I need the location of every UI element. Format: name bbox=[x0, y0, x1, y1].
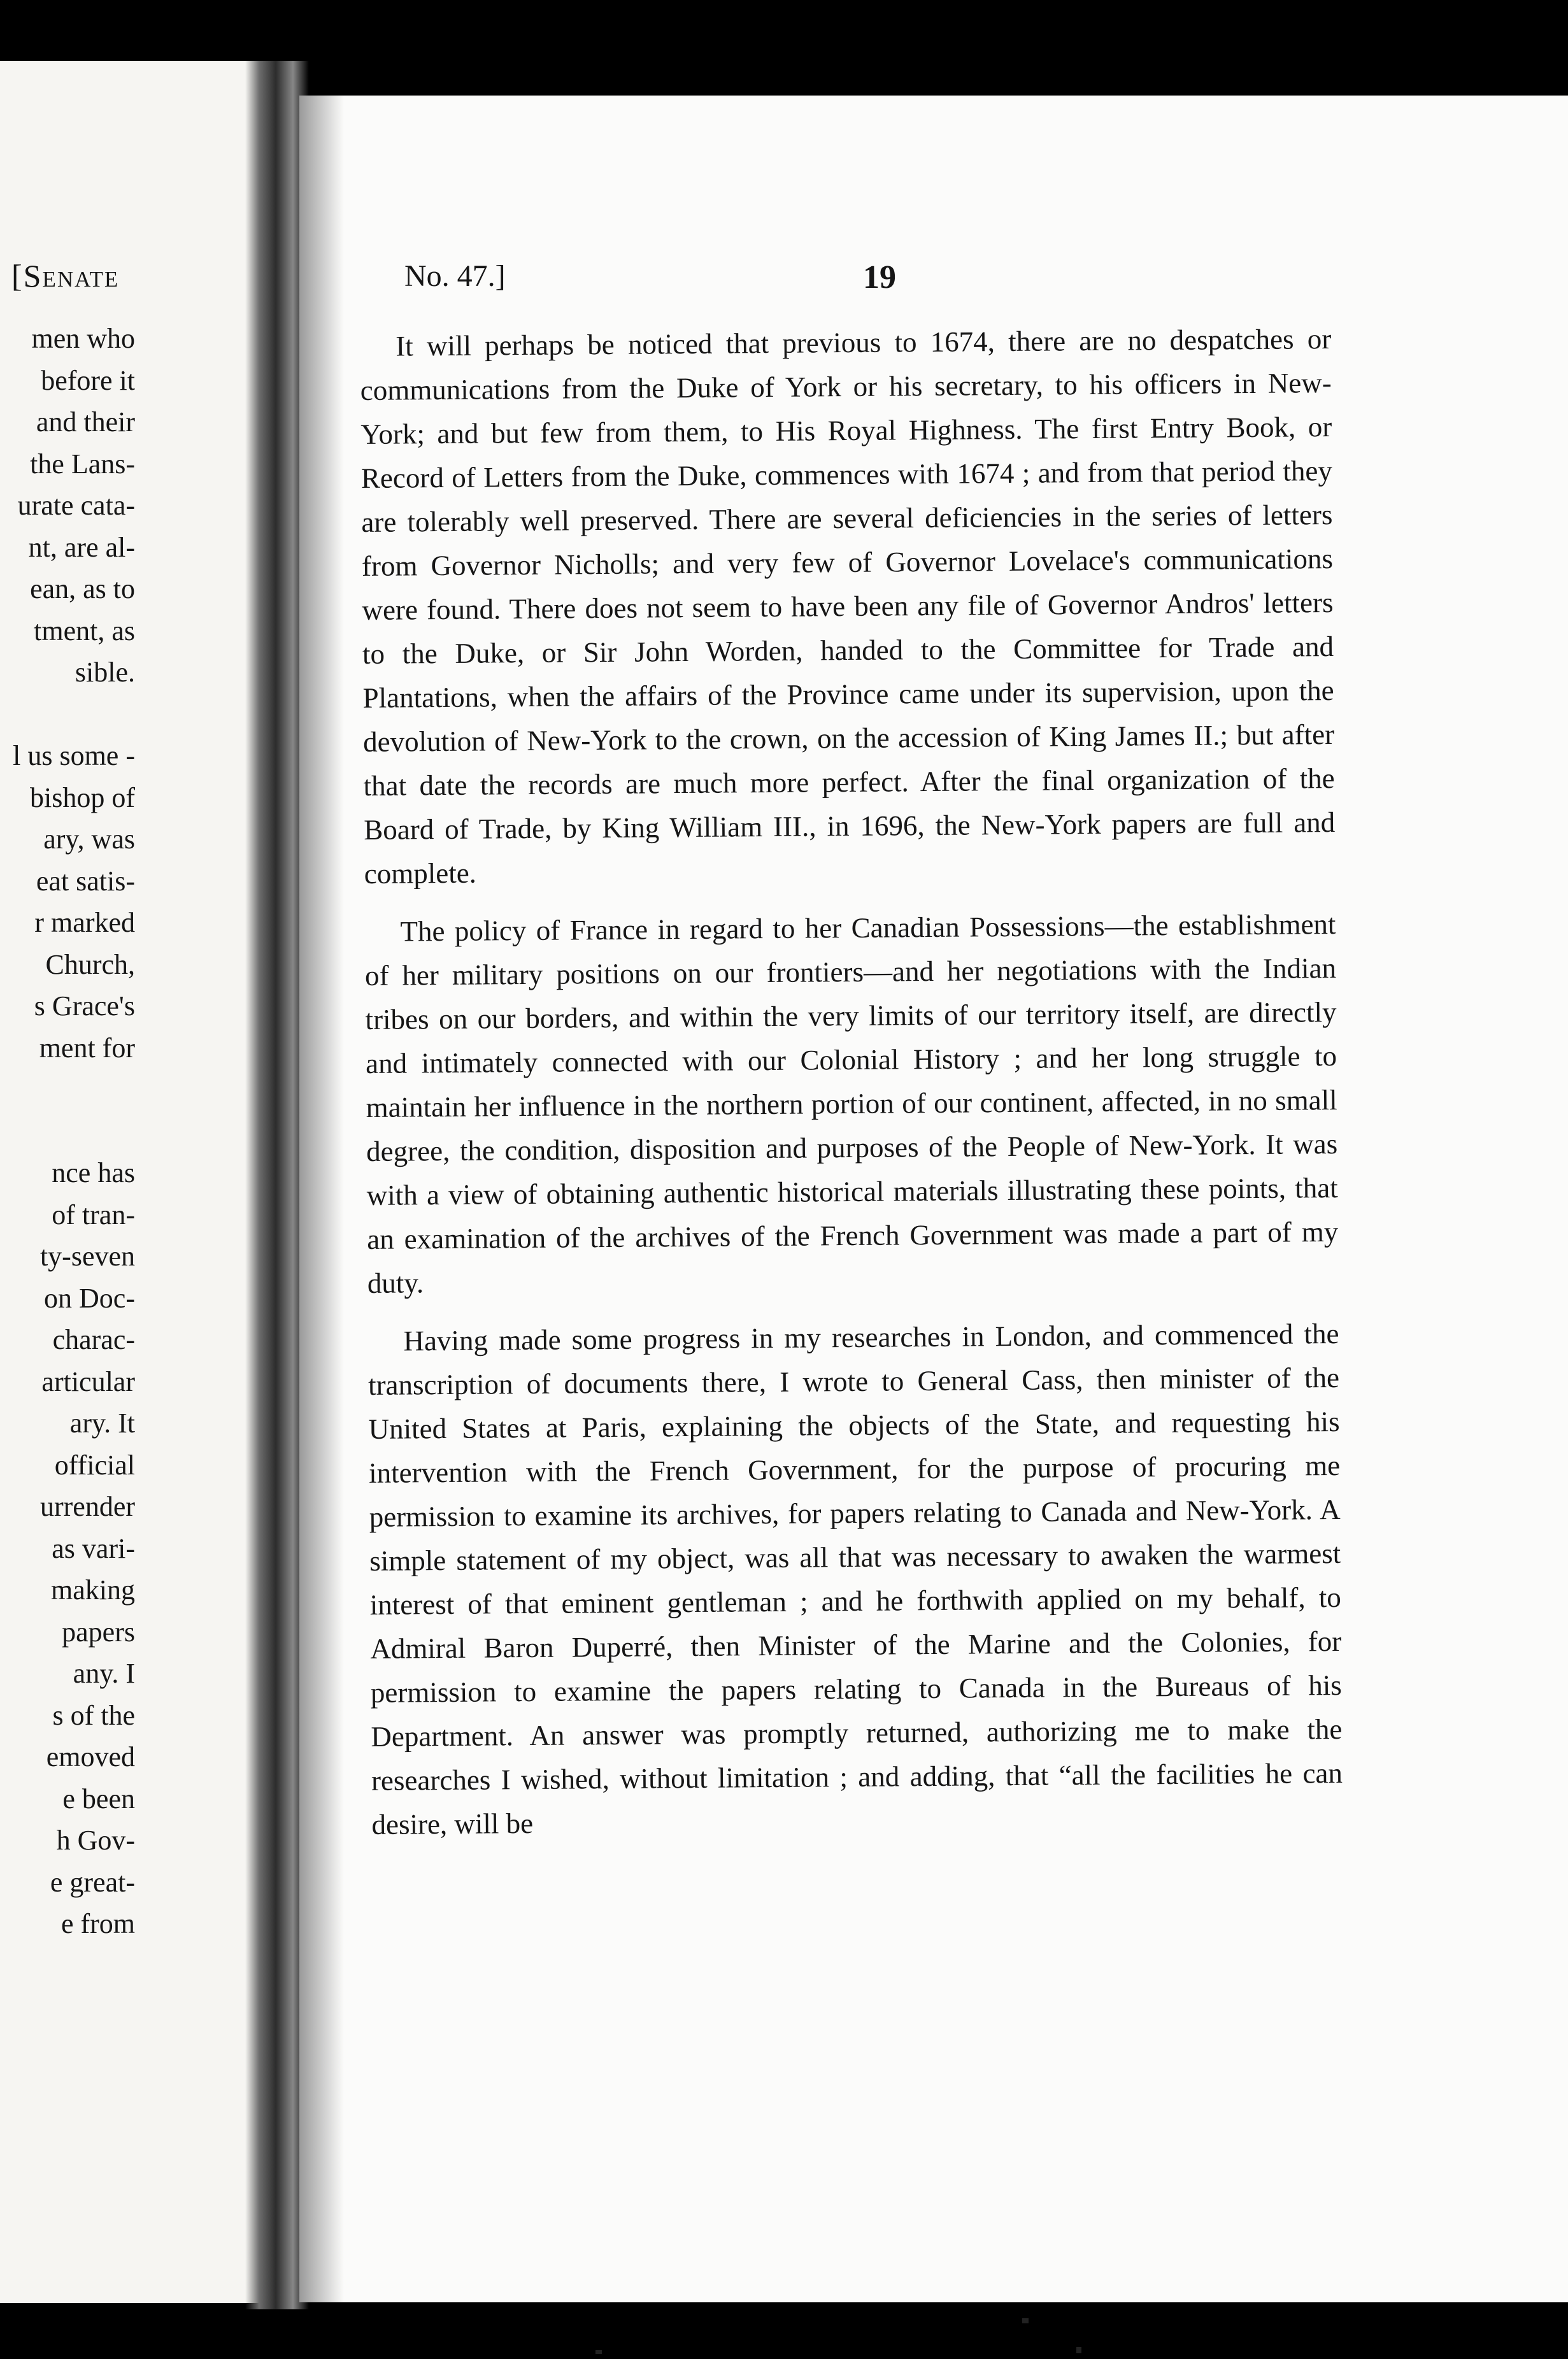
previous-page-line: h Gov- bbox=[56, 1825, 135, 1856]
paragraph: The policy of France in regard to her Canadian Possessions—the establishment of her military positions on our frontiers—and her negotiations with the Indian tribes on our borders, and within the very limits of our territory itself, are directly and intimately connected with our Colonial History ; and her long struggle to maintain her influence in the northern portion of our continent, affected, in no small degree, the condition, disposition and purposes of the People of New-York. It was with a view of obtaining authentic historical materials illustrating these points, that an examination of the archives of the French Government was made a part of my duty. bbox=[364, 908, 1339, 1299]
previous-page-line: the Lans- bbox=[30, 448, 135, 480]
previous-page-line: sible. bbox=[75, 657, 135, 688]
previous-page-line: tment, as bbox=[34, 615, 135, 646]
previous-page-line: e from bbox=[61, 1908, 135, 1939]
previous-page-line: articular bbox=[41, 1365, 135, 1397]
previous-page-line: charac- bbox=[52, 1324, 135, 1355]
previous-page-line: on Doc- bbox=[44, 1282, 135, 1314]
scan-speck bbox=[595, 2350, 602, 2354]
scan-speck bbox=[1022, 2318, 1029, 2323]
previous-page-line: ary. It bbox=[69, 1408, 135, 1439]
previous-page-line: ty-seven bbox=[39, 1241, 135, 1272]
previous-page-line: r marked bbox=[34, 907, 135, 938]
previous-page-line: papers bbox=[62, 1616, 135, 1648]
document-number: No. 47.] bbox=[404, 259, 506, 293]
scan-speck bbox=[1076, 2347, 1081, 2353]
previous-page-line: making bbox=[51, 1574, 135, 1606]
previous-page-line: any. I bbox=[73, 1658, 135, 1689]
previous-page-line: nt, are al- bbox=[28, 531, 135, 563]
previous-page-line: bishop of bbox=[30, 781, 135, 813]
previous-page-line: and their bbox=[36, 406, 135, 438]
previous-page-line: ean, as to bbox=[30, 573, 135, 604]
previous-page-line: men who bbox=[31, 323, 135, 354]
paragraph: Having made some progress in my researches in London, and commenced the transcription of documents there, I wrote to General Cass, then minister of the United States at Paris, explaining the objects of the State, and requesting his intervention with the French Government, for the purpose of procuring me permission to examine its archives, for papers relating to Canada and New-York. A simple statement of my object, was all that was necessary to awaken the warmest interest of that eminent gentleman ; and he forthwith applied on my behalf, to Admiral Baron Duperré, then Minister of the Marine and the Colonies, for permission to examine the papers relating to Canada in the Bureaus of his Department. An answer was promptly returned, authorizing me to make the researches I wished, without limitation ; and adding, that “all the facilities he can desire, will be bbox=[367, 1317, 1343, 1841]
previous-page-line: urrender bbox=[39, 1491, 135, 1522]
previous-page-line: as vari- bbox=[52, 1532, 135, 1564]
previous-page-line: ment for bbox=[39, 1032, 135, 1064]
previous-page-line: e been bbox=[62, 1783, 135, 1814]
previous-page-line: ary, was bbox=[43, 823, 135, 855]
previous-page-line: eat satis- bbox=[36, 865, 135, 897]
previous-page-line: before it bbox=[41, 364, 135, 396]
previous-page-line: s of the bbox=[52, 1699, 135, 1731]
previous-page-line: emoved bbox=[46, 1741, 135, 1772]
previous-page-line: official bbox=[54, 1449, 135, 1481]
previous-page-line: s Grace's bbox=[34, 990, 135, 1022]
previous-page-line: urate cata- bbox=[17, 490, 135, 521]
page-curl-shadow bbox=[299, 96, 344, 2302]
previous-page-line: of tran- bbox=[52, 1199, 135, 1230]
previous-page-header: [Senate bbox=[11, 258, 120, 294]
previous-page-line: e great- bbox=[50, 1866, 135, 1898]
previous-page-line: l us some - bbox=[13, 740, 135, 771]
page-number: 19 bbox=[863, 259, 896, 296]
previous-page-line: nce has bbox=[52, 1157, 135, 1188]
paragraph: It will perhaps be noticed that previous to 1674, there are no despatches or communications from the Duke of York or his secretary, to his officers in New-York; and but few from them, to His Royal Highness. The first Entry Book, or Record of Letters from the Duke, commences with 1674 ; and from that period they are tolerably well preserved. There are several deficiencies in the series of letters from Governor Nicholls; and very few of Governor Lovelace's communications were found. There does not seem to have been any file of Governor Andros' letters to the Duke, or Sir John Worden, handed to the Committee for Trade and Plantations, when the affairs of the Province came under its supervision, upon the devolution of New-York to the crown, on the accession of King James II.; but after that date the records are much more perfect. After the final organization of the Board of Trade, by King William III., in 1696, the New-York papers are full and complete. bbox=[360, 323, 1336, 890]
body-text bbox=[360, 317, 1343, 1847]
page-header bbox=[404, 261, 1322, 299]
previous-page-line: Church, bbox=[45, 948, 135, 980]
